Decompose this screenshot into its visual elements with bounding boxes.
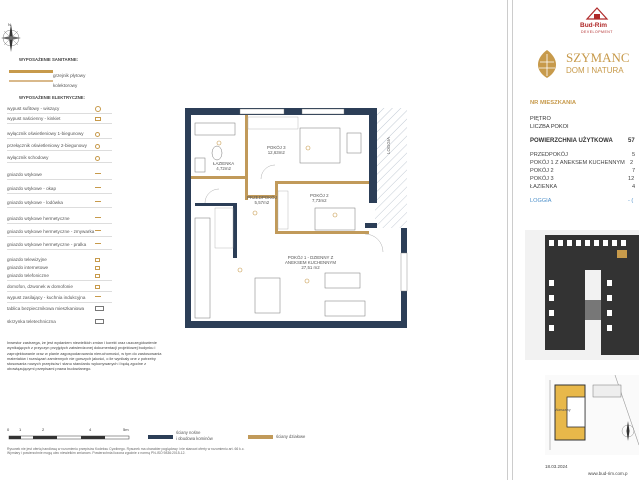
site-plan bbox=[545, 375, 639, 455]
partition-swatch bbox=[248, 435, 273, 439]
project-title: SZYMANC bbox=[566, 50, 630, 65]
radiator-icon bbox=[9, 70, 53, 73]
stair-switch-icon bbox=[95, 156, 100, 161]
project-logo-icon bbox=[532, 48, 562, 80]
room-label-przedpokoj: PRZEDPOKÓJ 5,57m2 bbox=[247, 195, 277, 206]
room-label-loggia: LOGGIA bbox=[385, 137, 391, 154]
legend-item: gniazdo wtykowe hermetyczne bbox=[7, 216, 70, 221]
induction-icon bbox=[95, 296, 101, 299]
area-row-label: ŁAZIENKA bbox=[530, 184, 558, 190]
area-row-label: POKÓJ 1 Z ANEKSEM KUCHENNYM bbox=[530, 160, 625, 166]
project-subtitle: DOM I NATURA bbox=[566, 66, 624, 75]
fuse-box-icon bbox=[95, 306, 104, 311]
legend-item: gniazdo wtykowe - okap bbox=[7, 186, 57, 191]
legend-item: kolektorowy bbox=[53, 83, 78, 88]
nr-label: NR MIESZKANIA bbox=[530, 100, 577, 106]
powierzchnia-label: POWIERZCHNIA UŻYTKOWA bbox=[530, 138, 613, 144]
scale-label: 0 bbox=[7, 427, 10, 432]
site-street-label: Warszawy bbox=[555, 408, 571, 412]
electric-header: WYPOSAŻENIE ELEKTRYCZNE: bbox=[19, 95, 85, 100]
legend-item: tablica bezpiecznikowa mieszkaniowa bbox=[7, 306, 85, 311]
room-label-lazienka: ŁAZIENKA 4,72m2 bbox=[213, 161, 235, 172]
scale-label: 1 bbox=[19, 427, 22, 432]
scale-bar bbox=[7, 427, 137, 443]
switch2-icon bbox=[95, 144, 100, 149]
legend-item: gniazdo wtykowe bbox=[7, 172, 42, 177]
area-row-label: POKÓJ 2 bbox=[530, 168, 554, 174]
wall-lamp-icon bbox=[95, 117, 101, 121]
socket-dishwasher-icon bbox=[95, 230, 101, 233]
tv-socket-icon bbox=[95, 258, 100, 262]
area-row-value: 7 bbox=[632, 168, 636, 174]
compass-icon bbox=[0, 22, 22, 58]
intercom-icon bbox=[95, 285, 100, 289]
scale-label: 2 bbox=[42, 427, 45, 432]
legend-item: gniazdo wtykowe hermetyczne - zmywarka bbox=[7, 229, 95, 234]
socket-sealed-icon bbox=[95, 217, 101, 220]
internet-socket-icon bbox=[95, 266, 100, 270]
disclaimer-notes: Inwestor zastrzega, że jest wydaniem niewielkich zmian i korekt oraz uszczegółowienie wynikających z przyczyn przyjętych zatwierdzonej dokumentacji projektowej budynku i zaprojektowanie oraz w planie zagospodarowania nieruchomości, w tym do zastosowania materiałów i rozwiązań zamiennych nie gorszych jakości, o ile wynikały one z potrzeby stosowania nowych przepisów i stanu standardu wykonywanych i będą zgodne z obowiązującymi przepisami prawa budowlanego. bbox=[7, 340, 162, 372]
legend-item: gniazdo telewizyjne bbox=[7, 257, 47, 262]
area-row-value: 5 bbox=[632, 152, 636, 158]
legend-item: wypust sufitowy - wiszący bbox=[7, 106, 60, 111]
legend-item: wyłącznik oświetleniowy 1-biegunowy bbox=[7, 131, 84, 136]
area-row-label: POKÓJ 3 bbox=[530, 176, 554, 182]
load-walls-label-2: i obudowa kominów bbox=[176, 436, 213, 441]
brand-logo: Bud-Rim bbox=[580, 22, 608, 29]
socket-washer-icon bbox=[95, 243, 101, 246]
phone-socket-icon bbox=[95, 274, 100, 278]
compass-label: N bbox=[8, 22, 11, 27]
scale-label: 4 bbox=[89, 427, 92, 432]
legend-item: przełącznik oświetleniowy 2-biegunowy bbox=[7, 143, 87, 148]
socket-hood-icon bbox=[95, 187, 101, 190]
legend-item: grzejnik płytowy bbox=[53, 73, 86, 78]
socket-icon bbox=[95, 173, 101, 176]
date-label: 18.03.2024 bbox=[545, 464, 568, 469]
legend-item: gniazdo wtykowe - lodówka bbox=[7, 200, 63, 205]
floor-plan bbox=[185, 103, 410, 328]
website-label: www.bud-rim.com.p bbox=[588, 471, 628, 476]
scale-label: 5m bbox=[123, 427, 129, 432]
room-label-pokoj3: POKÓJ 3 12,63m2 bbox=[267, 145, 286, 156]
load-walls-swatch bbox=[148, 435, 173, 439]
room-label-pokoj1: POKÓJ 1 - DZIENNY Z ANEKSEM KUCHENNYM 27,51 m2 bbox=[285, 255, 336, 271]
loggia-value: - ( bbox=[628, 198, 634, 204]
partition-label: ściany działowe bbox=[276, 434, 306, 439]
area-row-value: 4 bbox=[632, 184, 636, 190]
legend-item: domofon, dzwonek w domofonie bbox=[7, 284, 73, 289]
telecom-box-icon bbox=[95, 319, 104, 324]
area-row-value: 2 bbox=[630, 160, 634, 166]
legend-item: wypust zasilający - kuchnia indukcyjna bbox=[7, 295, 86, 300]
compass-small-icon bbox=[620, 420, 636, 442]
room-label-pokoj2: POKÓJ 2 7,73m2 bbox=[310, 193, 329, 204]
area-row-label: PRZEDPOKÓJ bbox=[530, 152, 568, 158]
legend-item: skrzynka teletechniczna bbox=[7, 319, 56, 324]
loggia-label: LOGGIA bbox=[530, 198, 552, 204]
liczba-pokoi-label: LICZBA POKOI bbox=[530, 124, 569, 130]
ceiling-outlet-icon bbox=[95, 106, 101, 112]
brand-sub: DEVELOPMENT bbox=[581, 30, 613, 34]
legend-item: gniazdo telefoniczne bbox=[7, 273, 49, 278]
footer-text: Rysunek nie jest ofertą handlową w rozumieniu przepisów Kodeksu Cywilnego. Rysunek ma charakter poglądowy i nie stanowi oferty w rozumieniu art. 66 k.c. Wymiary i powierzchnie mogą ulec niewielkim zmianom. Powierzchnia liczona zgodnie z normą PN-ISO 9836:2015-12. bbox=[7, 447, 245, 456]
brand-logo-icon bbox=[585, 6, 609, 20]
area-row-value: 12 bbox=[628, 176, 635, 182]
socket-fridge-icon bbox=[95, 201, 101, 204]
building-plan-map bbox=[525, 210, 639, 360]
collector-icon bbox=[9, 80, 53, 82]
pietro-label: PIĘTRO bbox=[530, 116, 551, 122]
legend-item: gniazdo wtykowe hermetyczne - pralka bbox=[7, 242, 87, 247]
legend-item: wyłącznik schodowy bbox=[7, 155, 49, 160]
load-walls-label: ściany nośne bbox=[176, 430, 201, 435]
legend-item: gniazdo internetowe bbox=[7, 265, 49, 270]
powierzchnia-value: 57 bbox=[628, 138, 635, 144]
switch-icon bbox=[95, 132, 100, 137]
sanitary-header: WYPOSAŻENIE SANITARNE: bbox=[19, 57, 79, 62]
legend-item: wypust naścienny - kinkiet bbox=[7, 116, 61, 121]
